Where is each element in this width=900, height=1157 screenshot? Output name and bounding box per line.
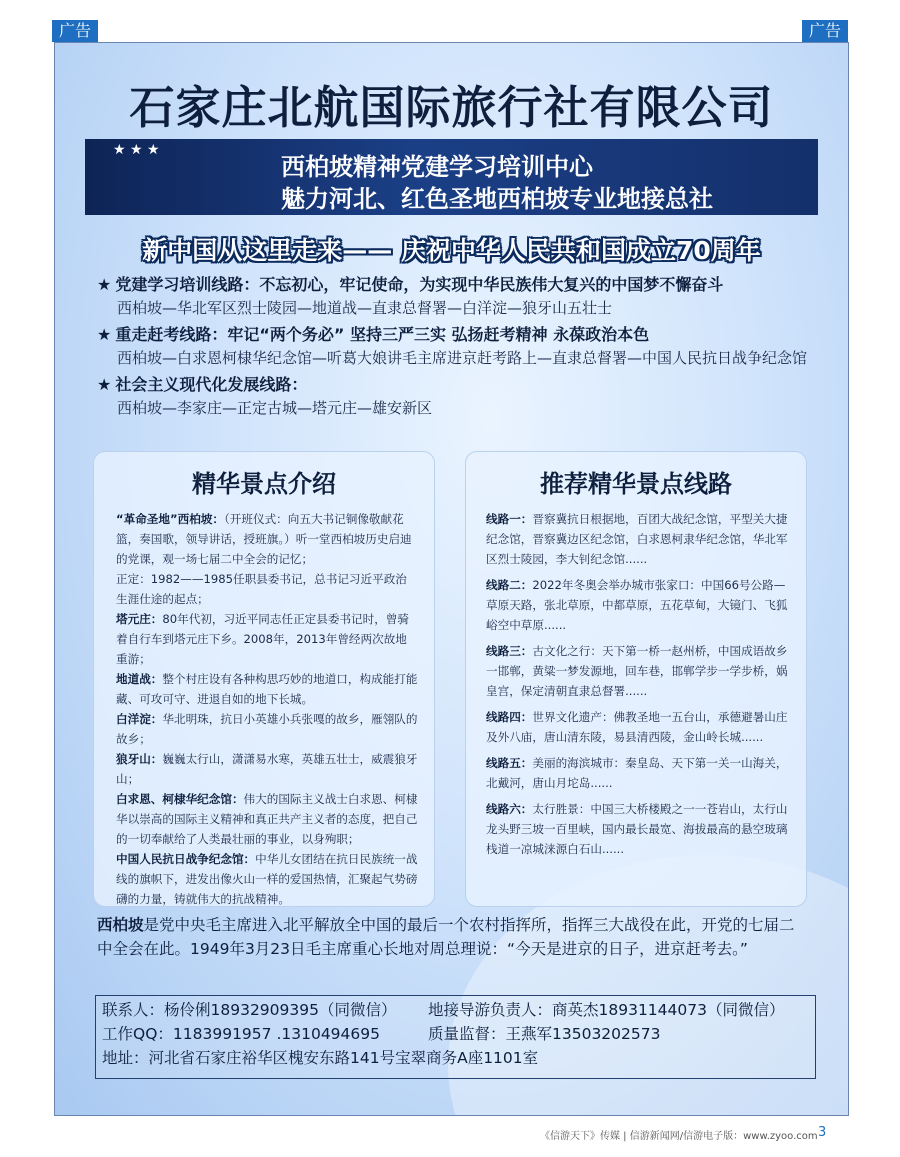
attraction-name: 狼牙山：	[116, 752, 163, 766]
anniversary-slogan: 新中国从这里走来—— 庆祝中华人民共和国成立70周年	[142, 236, 761, 265]
attraction-desc: 中华儿女团结在抗日民族统一战线的旗帜下，进发出像火山一样的爱国热情，汇聚起气势磅礴的力量，铸就伟大的抗战精神。	[116, 852, 418, 906]
flag-stars-icon: ★ ★ ★	[113, 142, 160, 158]
attraction-entry	[116, 509, 418, 569]
attraction-desc: 整个村庄设有各种构思巧妙的地道口，构成能打能藏、可攻可守、进退自如的地下长城。	[116, 672, 418, 706]
attraction-name: 白洋淀：	[116, 712, 163, 726]
recommended-routes-panel	[465, 451, 807, 907]
route-stops: 西柏坡—白求恩柯棣华纪念馆—听葛大娘讲毛主席进京赶考路上—直隶总督署—中国人民抗日战争纪念馆	[117, 349, 808, 367]
quality-supervision: 质量监督：王燕军13503202573	[428, 1025, 661, 1043]
guide-contact: 地接导游负责人：商英杰18931144073（同微信）	[428, 1001, 785, 1019]
banner-line-2: 魅力河北、红色圣地西柏坡专业地接总社	[281, 185, 713, 213]
company-title: 石家庄北航国际旅行社有限公司	[129, 81, 774, 134]
route-line-entry	[486, 707, 790, 747]
attraction-desc: 巍巍太行山，潇潇易水寒，英雄五壮士，威震狼牙山；	[116, 752, 418, 786]
route-line-entry	[486, 575, 790, 635]
attraction-entry	[116, 709, 418, 749]
attraction-name: 中国人民抗日战争纪念馆：	[116, 852, 256, 866]
route-heading: 党建学习培训线路：不忘初心，牢记使命，为实现中华民族伟大复兴的中国梦不懈奋斗	[115, 275, 724, 294]
attraction-desc: 80年代初，习近平同志任正定县委书记时，曾骑着自行车到塔元庄下乡。2008年，2013年曾经两次故地重游；	[116, 612, 410, 666]
route-line-desc: 2022年冬奥会举办城市张家口：中国66号公路—草原天路，张北草原，中都草原，五花草甸，大镜门、飞狐峪空中草原......	[486, 578, 788, 632]
attraction-name: 塔元庄：	[116, 612, 163, 626]
attraction-desc: 正定：1982——1985任职县委书记，总书记习近平政治生涯仕途的起点；	[116, 572, 407, 606]
xibaipo-summary	[97, 913, 807, 961]
banner-line-1: 西柏坡精神党建学习培训中心	[281, 153, 593, 181]
attraction-desc: （开班仪式：向五大书记铜像敬献花篮，奏国歌，领导讲话，授班旗。）听一堂西柏坡历史启迪的党课，观一场七届二中全会的记忆；	[116, 512, 412, 566]
route-line-desc: 太行胜景：中国三大桥楼殿之一一苍岩山，太行山龙头野三坡一百里峡，国内最长最宽、海拔最高的悬空玻璃栈道一凉城涞源白石山......	[486, 802, 788, 856]
panel-title: 精华景点介绍	[192, 469, 336, 498]
attraction-name: 白求恩、柯棣华纪念馆：	[116, 792, 244, 806]
banner	[85, 139, 818, 215]
contact-box	[95, 995, 816, 1079]
route-line-entry	[486, 753, 790, 793]
star-icon: ★	[97, 275, 112, 294]
route-line-label: 线路五：	[486, 756, 533, 770]
route-line-entry	[486, 641, 790, 701]
route-stops: 西柏坡—李家庄—正定古城—塔元庄—雄安新区	[117, 399, 433, 417]
ad-tag-right: 广告	[802, 20, 848, 42]
route-line-label: 线路三：	[486, 644, 533, 658]
summary-text: 是党中央毛主席进入北平解放全中国的最后一个农村指挥所，指挥三大战役在此，开党的七届二中全会在此。1949年3月23日毛主席重心长地对周总理说：“今天是进京的日子，进京赶考去。”	[97, 916, 795, 958]
attractions-panel	[93, 451, 435, 907]
work-qq: 工作QQ：1183991957 .1310494695	[102, 1025, 380, 1043]
attraction-desc: 伟大的国际主义战士白求恩、柯棣华以崇高的国际主义精神和真正共产主义者的态度，把自己的一切奉献给了人类最壮丽的事业，以身殉职；	[116, 792, 418, 846]
attraction-entry	[116, 609, 418, 669]
route-list	[97, 273, 817, 423]
address: 地址：河北省石家庄裕华区槐安东路141号宝翠商务A座1101室	[102, 1049, 539, 1067]
route-heading: 社会主义现代化发展线路：	[115, 375, 308, 394]
route-line-desc: 晋察冀抗日根据地，百团大战纪念馆，平型关大捷纪念馆，晋察冀边区纪念馆，白求恩柯隶华纪念馆，华北军区烈士陵园，李大钊纪念馆......	[486, 512, 788, 566]
route-line-desc: 世界文化遗产：佛教圣地一五台山，承德避暑山庄及外八庙，唐山清东陵，易县清西陵，金山岭长城......	[486, 710, 788, 744]
attraction-entry	[116, 749, 418, 789]
route-line-entry	[486, 799, 790, 859]
route-line-label: 线路一：	[486, 512, 533, 526]
route-item	[97, 323, 817, 369]
attraction-entry	[116, 669, 418, 709]
route-stops: 西柏坡—华北军区烈士陵园—地道战—直隶总督署—白洋淀—狼牙山五壮士	[117, 299, 613, 317]
route-heading: 重走赶考线路：牢记“两个务必” 坚持三严三实 弘扬赶考精神 永葆政治本色	[115, 325, 650, 344]
footer-credit: 《信游天下》传媒 | 信游新闻网/信游电子版：www.zyoo.com	[540, 1131, 818, 1142]
attraction-name: “革命圣地”西柏坡：	[116, 512, 224, 526]
panel-title: 推荐精华景点线路	[540, 469, 732, 498]
route-line-desc: 古文化之行：天下第一桥一赵州桥，中国成语故乡一邯郸，黄粱一梦发源地，回车巷，邯郸学步一学步桥，娲皇宫，保定清朝直隶总督署......	[486, 644, 788, 698]
route-line-label: 线路六：	[486, 802, 533, 816]
star-icon: ★	[97, 325, 112, 344]
page-number: 3	[818, 1125, 827, 1140]
attraction-entry	[116, 849, 418, 909]
star-icon: ★	[97, 375, 112, 394]
route-item	[97, 273, 817, 319]
advertisement-frame	[54, 42, 849, 1116]
attraction-entry	[116, 569, 418, 609]
attraction-desc: 华北明珠，抗日小英雄小兵张嘎的故乡，雁翎队的故乡；	[116, 712, 418, 746]
route-line-desc: 美丽的海滨城市：秦皇岛、天下第一关一山海关，北戴河，唐山月坨岛......	[486, 756, 788, 790]
attraction-entry	[116, 789, 418, 849]
ad-tag-left: 广告	[52, 20, 98, 42]
contact-person: 联系人：杨伶俐18932909395（同微信）	[102, 1001, 397, 1019]
route-line-entry	[486, 509, 790, 569]
attraction-name: 地道战：	[116, 672, 163, 686]
route-line-label: 线路二：	[486, 578, 533, 592]
route-line-label: 线路四：	[486, 710, 533, 724]
summary-lead: 西柏坡	[97, 916, 144, 934]
route-item	[97, 373, 817, 419]
